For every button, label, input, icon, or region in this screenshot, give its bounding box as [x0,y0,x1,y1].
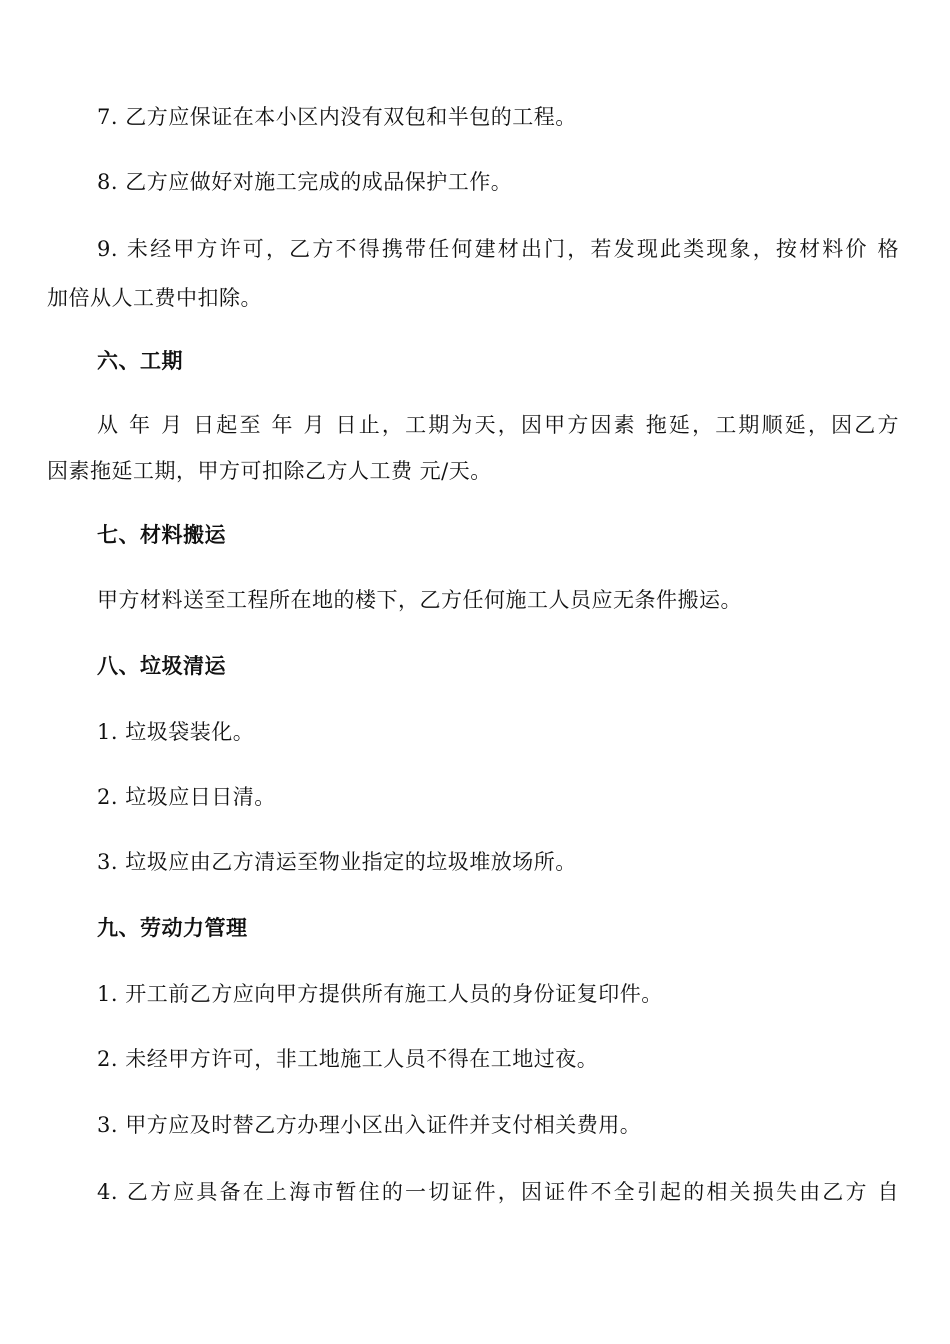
labor-clause-1: 1. 开工前乙方应向甲方提供所有施工人员的身份证复印件。 [97,982,663,1006]
clause-9-line-2: 加倍从人工费中扣除。 [47,286,262,310]
labor-clause-4-line-1: 4. 乙方应具备在上海市暂住的一切证件，因证件不全引起的相关损失由乙方 自 [97,1180,899,1204]
section-heading-schedule: 六、工期 [97,348,183,373]
schedule-line-2: 因素拖延工期，甲方可扣除乙方人工费 元/天。 [47,459,492,483]
material-transport-text: 甲方材料送至工程所在地的楼下，乙方任何施工人员应无条件搬运。 [97,588,742,612]
garbage-clause-1: 1. 垃圾袋装化。 [97,720,255,744]
garbage-clause-3: 3. 垃圾应由乙方清运至物业指定的垃圾堆放场所。 [97,850,577,874]
section-heading-garbage: 八、垃圾清运 [97,653,226,678]
garbage-clause-2: 2. 垃圾应日日清。 [97,785,276,809]
clause-8: 8. 乙方应做好对施工完成的成品保护工作。 [97,170,513,194]
schedule-line-1: 从 年 月 日起至 年 月 日止，工期为天，因甲方因素 拖延，工期顺延，因乙方 [97,413,899,437]
labor-clause-3: 3. 甲方应及时替乙方办理小区出入证件并支付相关费用。 [97,1113,642,1137]
labor-clause-2: 2. 未经甲方许可，非工地施工人员不得在工地过夜。 [97,1047,599,1071]
section-heading-labor: 九、劳动力管理 [97,915,248,940]
clause-7: 7. 乙方应保证在本小区内没有双包和半包的工程。 [97,105,577,129]
clause-9-line-1: 9. 未经甲方许可，乙方不得携带任何建材出门，若发现此类现象，按材料价 格 [97,237,899,261]
section-heading-material-transport: 七、材料搬运 [97,522,226,547]
